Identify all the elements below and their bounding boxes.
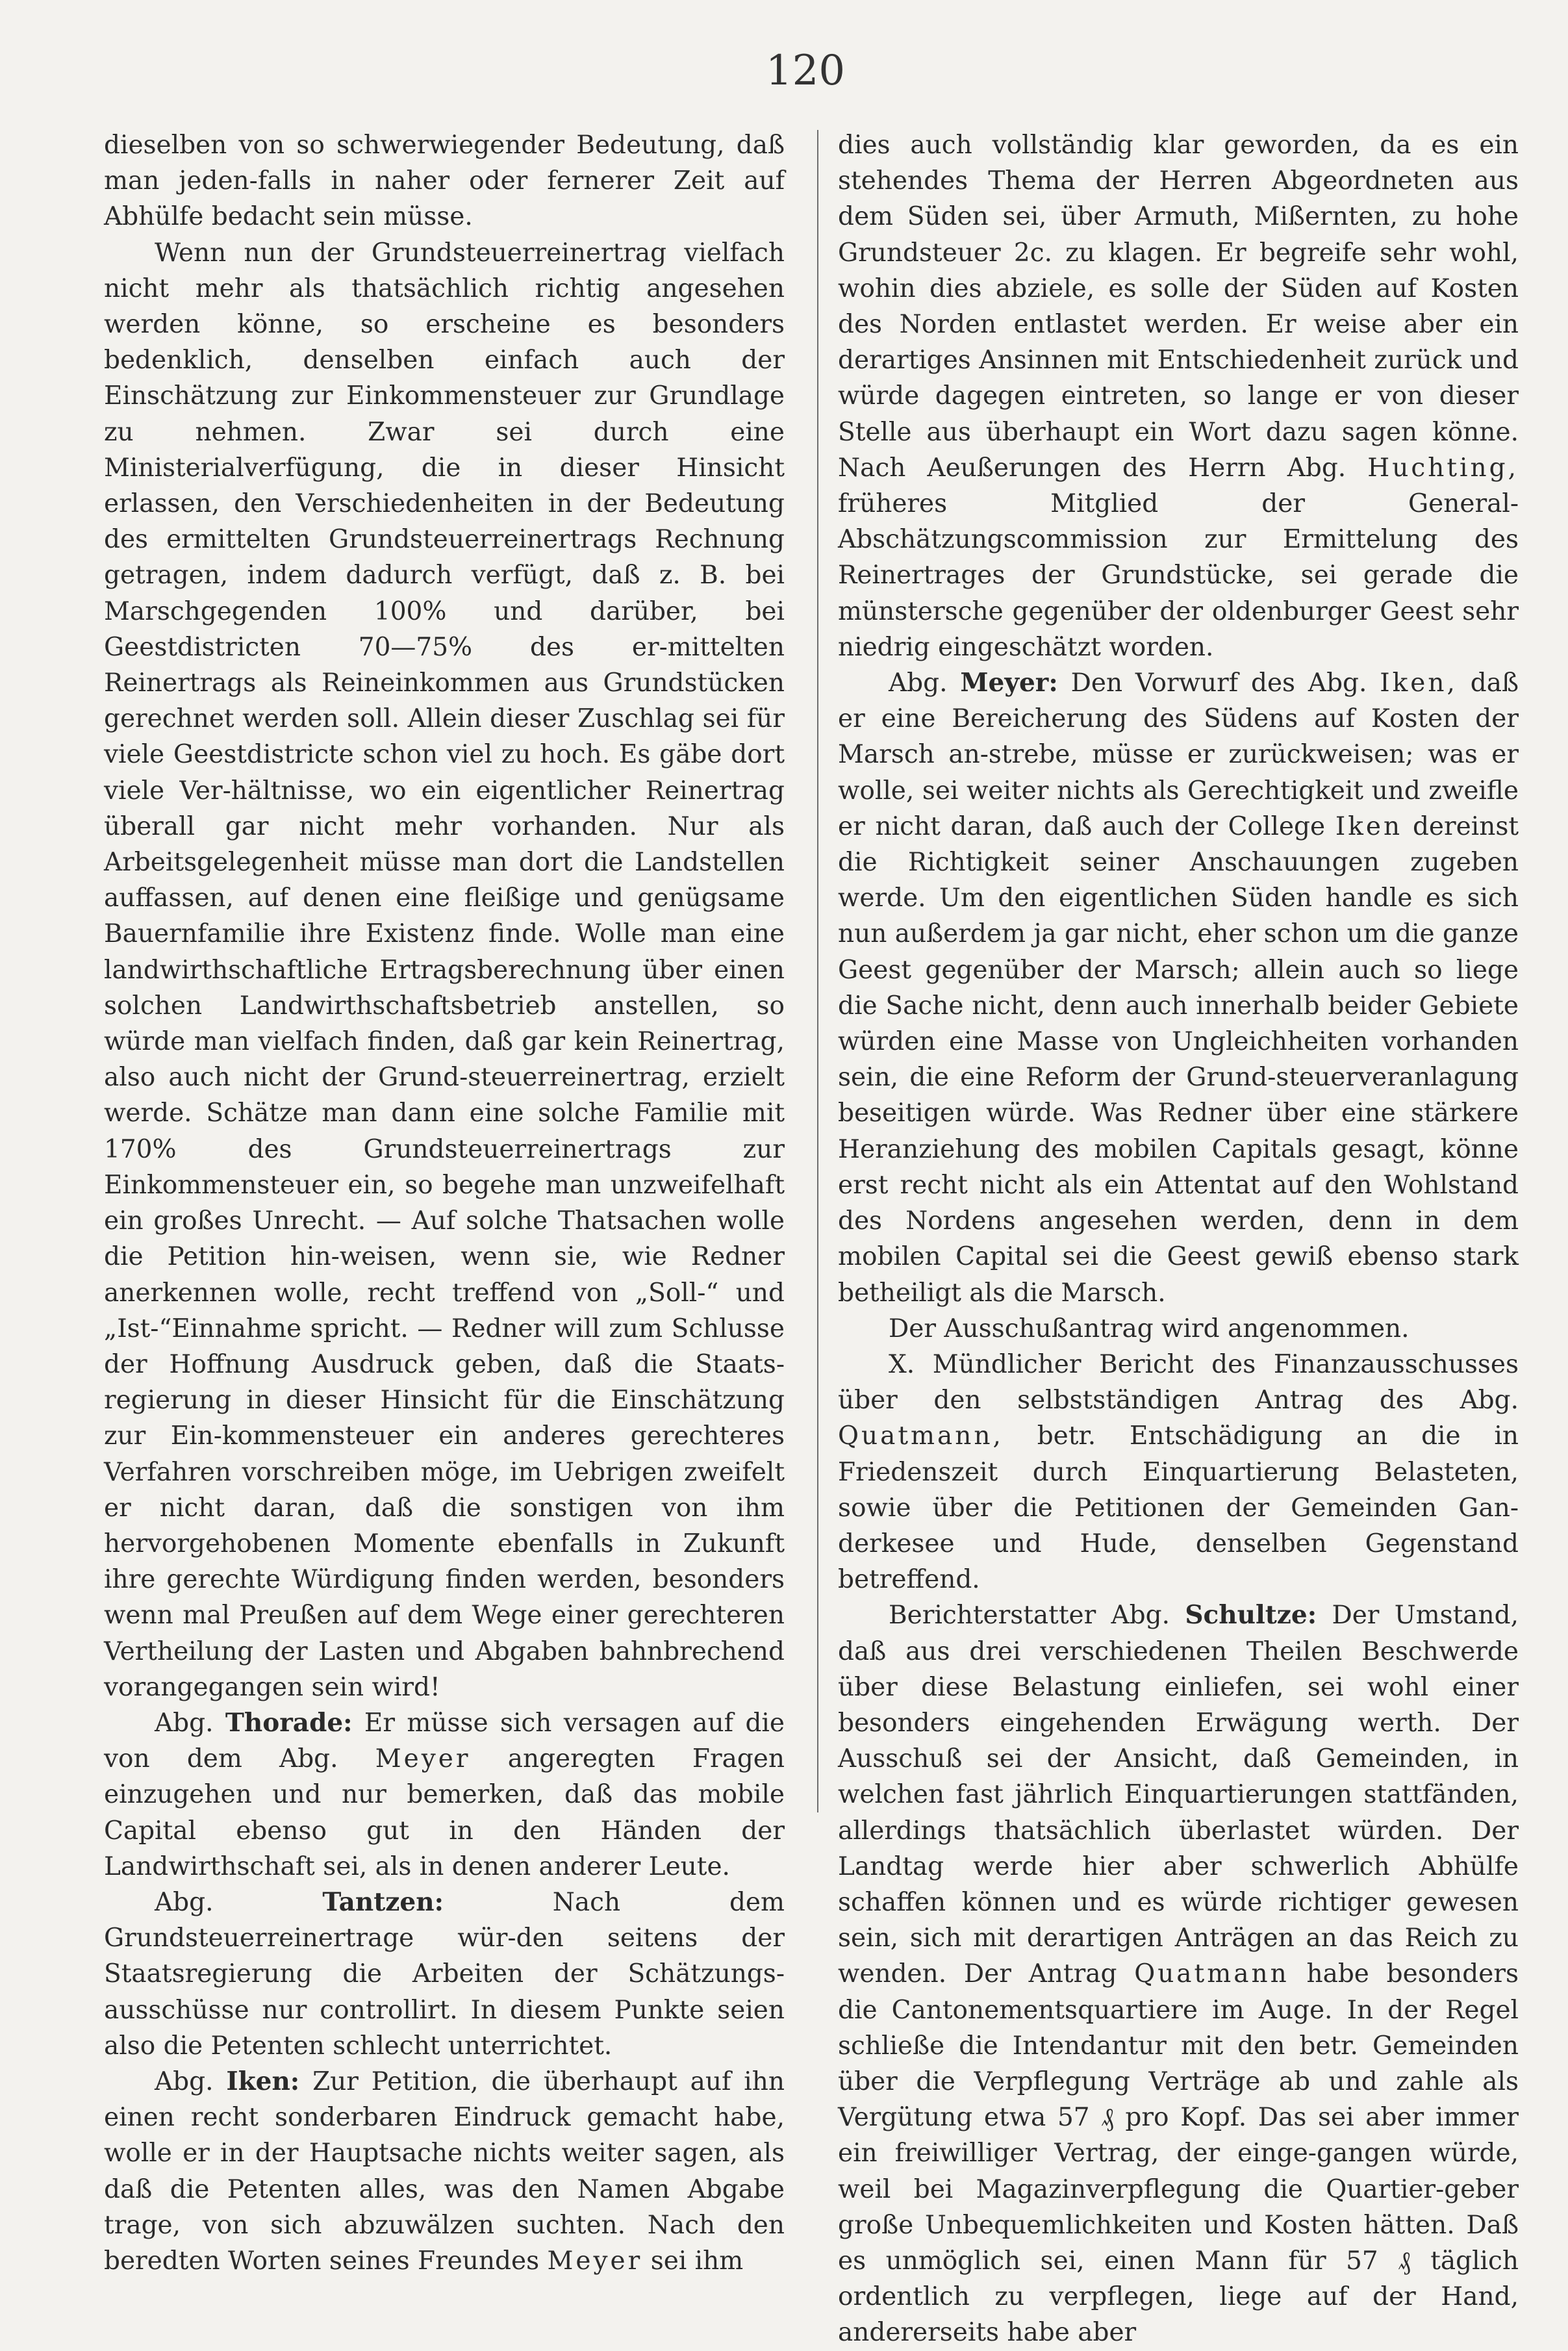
page-number: 120 xyxy=(765,47,846,95)
abg-prefix: Abg. xyxy=(155,1887,214,1917)
column-divider xyxy=(817,130,818,1812)
speaker-tantzen: Tantzen: xyxy=(322,1887,444,1917)
name-meyer: Meyer xyxy=(547,2246,643,2276)
name-meyer: Meyer xyxy=(375,1744,471,1774)
abg-prefix: Abg. xyxy=(155,2066,214,2096)
name-iken: Iken xyxy=(1335,811,1403,841)
paragraph-meyer: Abg. Meyer: Den Vorwurf des Abg. Iken, daß er eine Bereicherung des Südens auf Kosten der Marsch an-strebe, müsse er zurückweisen; was er wolle, sei weiter nichts als Gerechtigkeit und zweifle er nicht daran, daß auch der College Iken dereinst die Richtigkeit seiner Anschauungen zugeben werde. Um den eigentlichen Süden handle es sich nun außerdem ja gar nicht, eher schon um die ganze Geest gegenüber der Marsch; allein auch so liege die Sache nicht, denn auch innerhalb beider Gebiete würden eine Masse von Ungleichheiten vorhanden sein, die eine Reform der Grund-steuerveranlagung beseitigen würde. Was Redner über eine stärkere Heranziehung des mobilen Capitals gesagt, könne erst recht nicht als ein Attentat auf den Wohlstand des Nordens angesehen werden, denn in dem mobilen Capital sei die Geest gewiß ebenso stark betheiligt als die Marsch. xyxy=(838,668,1519,1308)
paragraph-iken-continued: dies auch vollständig klar geworden, da es ein stehendes Thema der Herren Abgeordneten aus dem Süden sei, über Armuth, Mißernten, zu hohe Grundsteuer 2c. zu klagen. Er begreife sehr wohl, wohin dies abziele, es solle der Süden auf Kosten des Norden entlastet werden. Er weise aber ein derartiges Ansinnen mit Entschiedenheit zurück und würde dagegen eintreten, so lange er von dieser Stelle aus überhaupt ein Wort dazu sagen könne. Nach Aeußerungen des Herrn Abg. Huchting, früheres Mitglied der General-Abschätzungscommission zur Ermittelung des Reinertrages der Grundstücke, sei gerade die münstersche gegenüber der oldenburger Geest sehr niedrig eingeschätzt worden. xyxy=(838,131,1519,662)
paragraph-iken: Abg. Iken: Zur Petition, die überhaupt auf ihn einen recht sonderbaren Eindruck gemacht habe, wolle er in der Hauptsache nichts weiter sagen, als daß die Petenten alles, was den Namen Abgabe trage, von sich abzuwälzen suchten. Nach den beredten Worten seines Freundes Meyer sei ihm xyxy=(104,2066,785,2276)
right-column xyxy=(838,127,1519,2351)
name-quatmann: Quatmann xyxy=(1134,1959,1289,1989)
abg-prefix: Abg. xyxy=(889,668,948,698)
speaker-meyer: Meyer: xyxy=(960,668,1058,698)
speaker-thorade: Thorade: xyxy=(225,1707,353,1738)
paragraph-schultze: Berichterstatter Abg. Schultze: Der Umstand, daß aus drei verschiedenen Theilen Beschwerde über diese Belastung einliefen, sei wohl einer besonders eingehenden Erwägung werth. Der Ausschuß sei der Ansicht, daß Gemeinden, in welchen fast jährlich Einquartierungen stattfänden, allerdings thatsächlich überlastet würden. Der Landtag werde hier aber schwerlich Abhülfe schaffen können und es würde richtiger gewesen sein, sich mit derartigen Anträgen an das Reich zu wenden. Der Antrag Quatmann habe besonders die Cantonementsquartiere im Auge. In der Regel schließe die Intendantur mit den betr. Gemeinden über die Verpflegung Verträge ab und zahle als Vergütung etwa 57 ₰ pro Kopf. Das sei aber immer ein freiwilliger Vertrag, der einge-gangen würde, weil bei Magazinverpflegung die Quartier-geber große Unbequemlichkeiten und Kosten hätten. Daß es unmöglich sei, einen Mann für 57 ₰ täglich ordentlich zu verpflegen, liege auf der Hand, andererseits habe aber xyxy=(838,1600,1519,2348)
paragraph-motion-adopted: Der Ausschußantrag wird angenommen. xyxy=(889,1314,1410,1343)
name-quatmann: Quatmann, xyxy=(838,1421,1004,1451)
paragraph-continuation: dieselben von so schwerwiegender Bedeutung, daß man jeden-falls in naher oder fernerer Zeit auf Abhülfe bedacht sein müsse. xyxy=(104,131,785,232)
paragraph-thorade: Abg. Thorade: Er müsse sich versagen auf die von dem Abg. Meyer angeregten Fragen einzugehen und nur bemerken, daß das mobile Capital ebenso gut in den Händen der Landwirthschaft sei, als in denen anderer Leute. xyxy=(104,1707,785,1881)
speaker-schultze: Schultze: xyxy=(1185,1600,1317,1631)
rapporteur-prefix: Berichterstatter Abg. xyxy=(889,1601,1170,1631)
left-column xyxy=(104,127,785,2279)
paragraph-agenda-item-x: X. Mündlicher Bericht des Finanzausschusses über den selbstständigen Antrag des Abg. Quatmann, betr. Entschädigung an die in Friedenszeit durch Einquartierung Belasteten, sowie über die Petitionen der Gemeinden Gan-derkesee und Hude, denselben Gegenstand betreffend. xyxy=(838,1349,1519,1595)
speaker-iken: Iken: xyxy=(226,2066,300,2096)
paragraph-tantzen: Abg. Tantzen: Nach dem Grundsteuerreinertrage wür-den seitens der Staatsregierung die Arbeiten der Schätzungs-ausschüsse nur controllirt. In diesem Punkte seien also die Petenten schlecht unterrichtet. xyxy=(104,1887,785,2061)
name-huchting: Huchting, xyxy=(1367,453,1519,483)
name-iken: Iken, xyxy=(1380,668,1458,698)
abg-prefix: Abg. xyxy=(155,1708,214,1738)
paragraph-speech-continued: Wenn nun der Grundsteuerreinertrag vielfach nicht mehr als thatsächlich richtig angesehen werden könne, so erscheine es besonders bedenklich, denselben einfach auch der Einschätzung zur Einkommensteuer zur Grundlage zu nehmen. Zwar sei durch eine Ministerialverfügung, die in dieser Hinsicht erlassen, den Verschiedenheiten in der Bedeutung des ermittelten Grundsteuerreinertrags Rechnung getragen, indem dadurch verfügt, daß z. B. bei Marschgegenden 100% und darüber, bei Geestdistricten 70—75% des er-mittelten Reinertrags als Reineinkommen aus Grundstücken gerechnet werden soll. Allein dieser Zuschlag sei für viele Geestdistricte schon viel zu hoch. Es gäbe dort viele Ver-hältnisse, wo ein eigentlicher Reinertrag überall gar nicht mehr vorhanden. Nur als Arbeitsgelegenheit müsse man dort die Landstellen auffassen, auf denen eine fleißige und genügsame Bauernfamilie ihre Existenz finde. Wolle man eine landwirthschaftliche Ertragsberechnung über einen solchen Landwirthschaftsbetrieb anstellen, so würde man vielfach finden, daß gar kein Reinertrag, also auch nicht der Grund-steuerreinertrag, erzielt werde. Schätze man dann eine solche Familie mit 170% des Grundsteuerreinertrags zur Einkommensteuer ein, so begehe man unzweifelhaft ein großes Unrecht. — Auf solche Thatsachen wolle die Petition hin-weisen, wenn sie, wie Redner anerkennen wolle, recht treffend von „Soll-“ und „Ist-“Einnahme spricht. — Redner will zum Schlusse der Hoffnung Ausdruck geben, daß die Staats-regierung in dieser Hinsicht für die Einschätzung zur Ein-kommensteuer ein anderes gerechteres Verfahren vorschreiben möge, im Uebrigen zweifelt er nicht daran, daß die sonstigen von ihm hervorgehobenen Momente ebenfalls in Zukunft ihre gerechte Würdigung finden werden, besonders wenn mal Preußen auf dem Wege einer gerechteren Vertheilung der Lasten und Abgaben bahnbrechend vorangegangen sein wird! xyxy=(104,238,785,1702)
